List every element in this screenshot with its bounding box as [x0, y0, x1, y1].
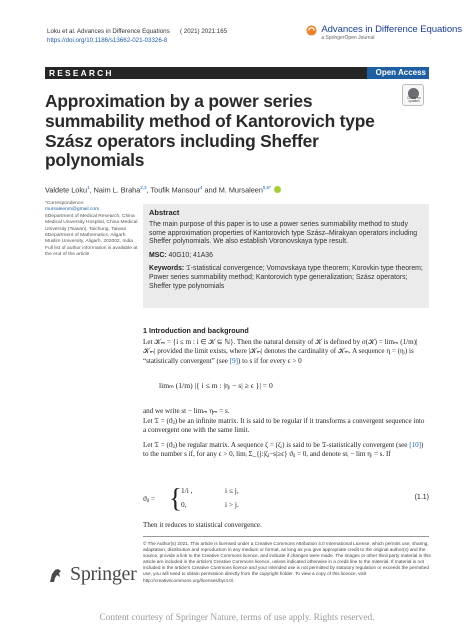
msc-label: MSC:: [149, 252, 167, 260]
running-head: [47, 28, 170, 45]
license-text: © The Author(s) 2021. This article is licensed under a Creative Commons Attribution 4.0 International License, which permits use, sharing, adaptation, distribution and reproduction in any medium or format, as long as you give appropriate credit to the original author(s) and the source, provide a link to the Creative Commons licence, and indicate if changes were made. The images or other third party material in this article are included in the article's Creative Commons licence, unless indicated otherwise in a credit line to the material. If material is not included in the article's Creative Commons licence and your intended use is not permitted by statutory regulation or exceeds the permitted use, you will need to obtain permission directly from the copyright holder. To view a copy of this licence, visit http://creativecommons.org/licenses/by/4.0/.: [143, 541, 431, 583]
affiliation-marker: 5,6*: [262, 185, 271, 190]
journal-name: Advances in Difference Equations: [321, 24, 462, 35]
paragraph-text: Let 𝒦ₘ = {i ≤ m : i ∈ 𝒦 ⊆ ℕ}. Then the natural density of 𝒦 is defined by σ(𝒦) = limₘ (1/m)|𝒦ₘ| provided the limit exists, where |𝒦ₘ| denotes the cardinality of 𝒦ₘ. A sequence η = (ηᵢ) is “statistically convergent” (see: [143, 338, 418, 365]
full-affiliation-note: Full list of author information is available at the end of the article: [45, 245, 138, 258]
springeropen-logo-icon: [306, 25, 317, 36]
check-for-updates-button[interactable]: [402, 84, 424, 106]
open-access-badge: Open Access: [367, 67, 429, 79]
equation-number: (1.1): [414, 494, 429, 501]
body-paragraph: and we write st − limₘ ηₘ = s.: [143, 407, 230, 415]
paragraph-text: ) to s if for every ϵ > 0: [238, 356, 302, 365]
author-sidebar: [45, 201, 140, 259]
author-separator: and: [202, 185, 219, 195]
citation-link[interactable]: [9]: [229, 356, 239, 365]
journal-subtitle: a SpringerOpen Journal: [321, 35, 375, 41]
keywords-line: [149, 265, 424, 291]
affiliation-6: 6Department of Mathematics, Aligarh Muslim University, Aligarh, 202002, India: [45, 233, 133, 245]
affiliation-5: 5Department of Medical Research, China Medical University Hospital, China Medical University (Taiwan), Taichung, Taiwan: [45, 213, 138, 232]
abstract-text: The main purpose of this paper is to use a power series summability method to study some approximation properties of Kantorovich type Szász–Mirakyan operators including Sheffer polynomials. We also establish Voronovskaya type result.: [149, 220, 418, 246]
author-name[interactable]: M. Mursaleen: [218, 185, 263, 195]
affiliation-marker: 1: [87, 185, 90, 190]
abstract-heading: Abstract: [149, 208, 180, 217]
check-for-updates-label: Check for updates: [407, 95, 421, 104]
correspondence-label: *Correspondence:: [45, 201, 85, 206]
msc-value: 40G10; 41A36: [168, 252, 213, 260]
springer-wordmark: Springer: [70, 563, 137, 585]
research-banner: [45, 67, 429, 79]
affiliation-marker: 4: [199, 185, 203, 190]
body-paragraph: [143, 338, 429, 366]
body-paragraph: Let 𝔗 = (ϑᵢⱼ) be an infinite matrix. It is said to be regular if it transforms a convergent sequence into a convergent one with the same limit.: [143, 417, 425, 435]
equation-case-value: 0,: [181, 500, 187, 509]
affiliation-marker: 2,3: [140, 185, 147, 190]
keywords-value: 𝔗-statistical convergence; Vornovskaya type theorem; Korovkin type theorem; Power series summability method; Kantorovich type generalization; Szász operators; Sheffer type polynomials: [149, 264, 423, 290]
paragraph-text: ) to the number s if, for any ϵ > 0, limᵢ Σ_{j:|ζⱼ−s|≥ϵ} ϑᵢⱼ = 0, and denote stᵢ − lim ηᵢ = s. If: [143, 441, 424, 459]
author-name[interactable]: Toufik Mansour: [150, 185, 200, 195]
article-title: Approximation by a power series summability method of Kantorovich type Szász operators including Sheffer polynomials: [45, 91, 375, 171]
author-list: [45, 185, 281, 194]
author-name[interactable]: Naim L. Braha: [93, 185, 141, 195]
year-article-number: ( 2021) 2021:165: [180, 28, 228, 35]
msc-line: [149, 252, 424, 261]
equation-lhs: ϑᵢⱼ =: [143, 494, 156, 503]
footer-notice: Content courtesy of Springer Nature, terms of use apply. Rights reserved.: [99, 613, 375, 623]
equation-case-condition: i > j.: [225, 500, 239, 509]
section-label: RESEARCH: [49, 68, 114, 78]
left-brace: {: [169, 483, 182, 513]
paragraph-text: Let 𝔗 = (ϑᵢⱼ) be regular matrix. A sequence ζ = (ζᵢ) is said to be 𝔗-statistically convergent (see: [143, 441, 410, 449]
running-head-text: Loku et al. Advances in Difference Equations: [47, 28, 170, 35]
doi-link[interactable]: https://doi.org/10.1186/s13662-021-03326-8: [47, 36, 168, 44]
author-name[interactable]: Valdete Loku: [45, 185, 88, 195]
author-separator: ,: [146, 185, 151, 195]
author-separator: ,: [89, 185, 94, 195]
keywords-label: Keywords:: [149, 264, 185, 272]
orcid-icon[interactable]: [274, 186, 281, 193]
cesaro-matrix-equation: [143, 482, 429, 516]
density-equation: limₘ (1/m) |{ i ≤ m : |ηᵢ − s| ≥ ϵ }| = 0: [159, 381, 273, 390]
springer-horse-icon: [46, 565, 66, 585]
springer-logo[interactable]: [46, 563, 136, 586]
body-paragraph: [143, 441, 429, 460]
body-paragraph: Then it reduces to statistical convergence.: [143, 521, 262, 529]
correspondence-email[interactable]: mursaleenm@gmail.com: [45, 207, 100, 213]
citation-link[interactable]: [10]: [409, 441, 422, 449]
abstract-box: [143, 204, 429, 308]
section-heading: 1 Introduction and background: [143, 326, 249, 335]
license-divider: [143, 536, 429, 537]
equation-case-condition: i ≤ j,: [225, 486, 239, 495]
equation-case-value: 1/i ,: [181, 486, 193, 495]
journal-brand[interactable]: [306, 25, 462, 42]
